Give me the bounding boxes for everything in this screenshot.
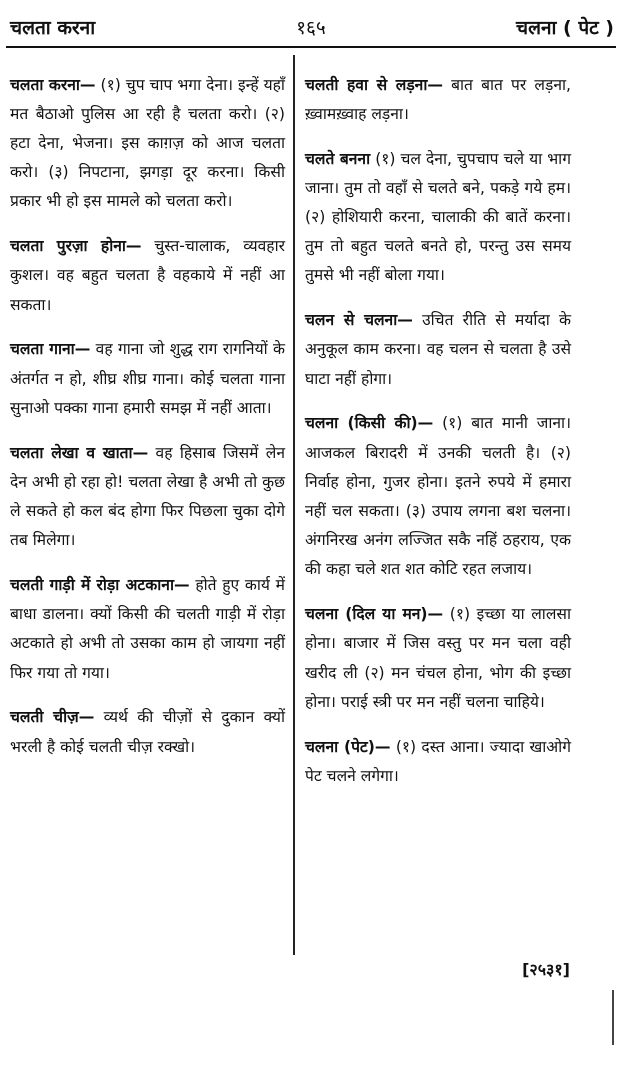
entry-headword: चलती चीज़— — [10, 708, 95, 727]
header-last-word: चलना ( पेट ) — [516, 17, 614, 39]
entry-headword: चलना (दिल या मन)— — [305, 605, 444, 624]
dictionary-entry — [10, 71, 285, 217]
dictionary-entry — [305, 306, 571, 394]
column-divider — [293, 55, 295, 955]
dictionary-entry — [305, 145, 571, 291]
entry-number: [२५३१] — [522, 960, 570, 979]
entry-headword: चलना (किसी की)— — [305, 414, 434, 433]
entry-headword: चलता लेखा व खाता— — [10, 443, 149, 462]
entry-headword: चलना (पेट)— — [305, 737, 391, 756]
entry-definition: बात बात पर लड़ना, ख़्वामख़्वाह लड़ना। — [305, 75, 571, 123]
page-header — [6, 10, 616, 48]
page-edge-mark — [612, 990, 614, 1045]
dictionary-entry — [10, 571, 285, 688]
entry-definition: (१) इच्छा या लालसा होना। बाजार में जिस वस्तु पर मन चला वही खरीद ली (२) मन चंचल होना, भोग की इच्छा होना। पराई स्त्री पर मन नहीं चलना चाहिये। — [305, 605, 571, 711]
entry-definition: उचित रीति से मर्यादा के अनुकूल काम करना। वह चलन से चलता है उसे घाटा नहीं होगा। — [305, 311, 571, 388]
dictionary-entry — [10, 335, 285, 423]
header-first-word: चलता करना — [10, 17, 96, 39]
entry-definition: (१) दस्त आना। ज्यादा खाओगे पेट चलने लगेगा। — [305, 737, 571, 785]
entry-headword: चलता गाना— — [10, 340, 91, 359]
dictionary-entry — [305, 600, 571, 717]
entry-definition: चुस्त-चालाक, व्यवहार कुशल। वह बहुत चलता है वहकाये में नहीं आ सकता। — [10, 237, 285, 314]
left-column — [10, 55, 285, 768]
entry-definition: वह हिसाब जिसमें लेन देन अभी हो रहा हो! चलता लेखा है अभी तो कुछ ले सकते हो कल बंद होगा फिर पिछला चुका दोगे तब मिलेगा। — [10, 443, 285, 550]
entry-definition: होते हुए कार्य में बाधा डालना। क्यों किसी की चलती गाड़ी में रोड़ा अटकाते हो अभी तो उसका काम हो जायगा नहीं फिर गया तो गया। — [10, 576, 285, 682]
dictionary-entry — [305, 733, 571, 791]
entry-definition: वह गाना जो शुद्ध राग रागनियों के अंतर्गत न हो, शीघ्र शीघ्र गाना। कोई चलता गाना सुनाओ पक्का गाना हमारी समझ में नहीं आता। — [10, 340, 285, 417]
page-number: १६५ — [296, 17, 326, 39]
dictionary-entry — [10, 232, 285, 320]
entry-definition: व्यर्थ की चीज़ों से दुकान क्यों भरली है कोई चलती चीज़ रक्खो। — [10, 708, 285, 756]
entry-headword: चलता पुरज़ा होना— — [10, 237, 142, 256]
entry-headword: चलती हवा से लड़ना— — [305, 75, 443, 94]
entry-headword: चलन से चलना— — [305, 311, 413, 330]
entry-headword: चलते बनना — [305, 149, 371, 168]
right-column — [305, 55, 571, 797]
entry-definition: (१) बात मानी जाना। आजकल बिरादरी में उनकी चलती है। (२) निर्वाह होना, गुजर होना। इतने रुपये में हमारा नहीं चल सकता। (३) उपाय लगना बश चलना। अंगनिरख अनंग लज्जित सकै नहिं ठहराय, एक की कहा चले शत शत कोटि रहत लजाय। — [305, 414, 571, 579]
dictionary-entry — [10, 703, 285, 761]
entry-headword: चलती गाड़ी में रोड़ा अटकाना— — [10, 576, 190, 595]
dictionary-entry — [305, 71, 571, 129]
entry-headword: चलता करना— — [10, 75, 96, 94]
entry-definition: (१) चल देना, चुपचाप चले या भाग जाना। तुम तो वहाँ से चलते बने, पकड़े गये हम। (२) होशियारी करना, चालाकी की बातें करना। तुम तो बहुत चलते बनते हो, परन्तु उस समय तुमसे भी नहीं बोला गया। — [305, 149, 571, 285]
entry-definition: (१) चुप चाप भगा देना। इन्हें यहाँ मत बैठाओ पुलिस आ रही है चलता करो। (२) हटा देना, भेजना। इस काग़ज़ को आज चलता करो। (३) निपटाना, झगड़ा दूर करना। किसी प्रकार भी हो इस मामले को चलता करो। — [10, 75, 285, 211]
dictionary-entry — [305, 409, 571, 584]
dictionary-entry — [10, 439, 285, 556]
